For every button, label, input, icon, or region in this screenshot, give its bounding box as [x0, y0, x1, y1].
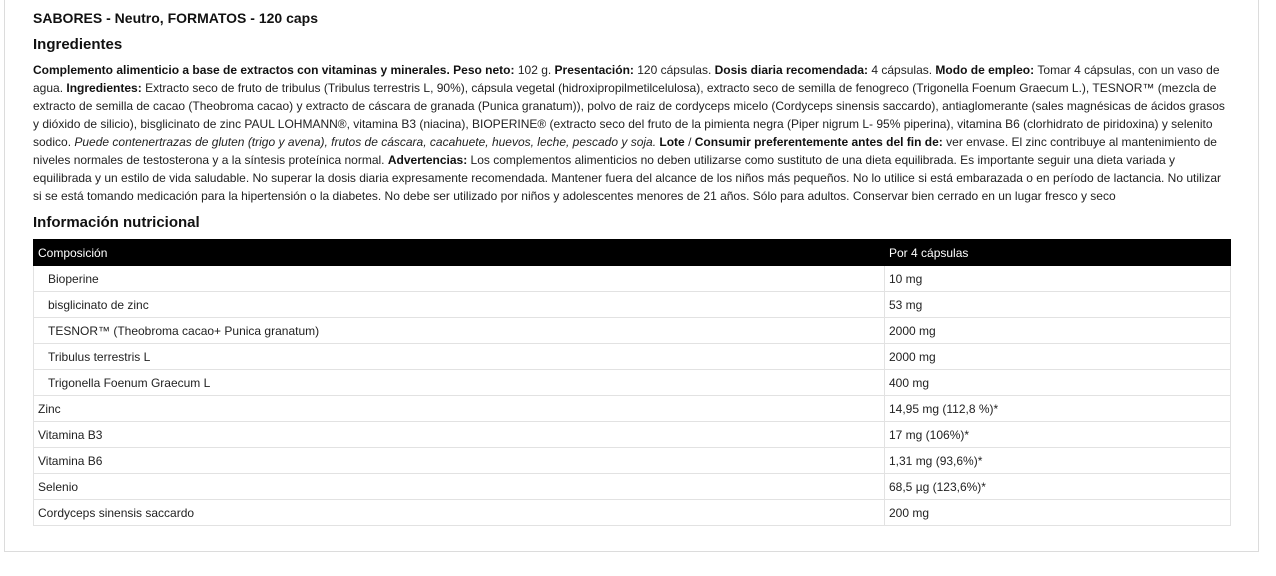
- nutrient-name: Cordyceps sinensis saccardo: [34, 500, 885, 526]
- ingredients-segment: Consumir preferentemente antes del fin de:: [694, 135, 947, 149]
- nutrient-amount: 53 mg: [885, 292, 1231, 318]
- flavors-formats-line: SABORES - Neutro, FORMATOS - 120 caps: [33, 10, 318, 26]
- ingredients-segment: /: [684, 135, 695, 149]
- ingredients-segment: ver envase. El zinc contribuye al mantenimiento de niveles normales de testosterona y a la síntesis proteínica normal.: [33, 135, 1217, 167]
- table-row: [34, 318, 1231, 344]
- nutrient-name: Zinc: [34, 396, 885, 422]
- table-row: [34, 266, 1231, 292]
- nutrient-amount: 10 mg: [885, 266, 1231, 292]
- ingredients-segment: Lote: [659, 135, 685, 149]
- ingredients-text: [33, 61, 1233, 205]
- table-row: [34, 292, 1231, 318]
- nutrient-amount: 2000 mg: [885, 344, 1231, 370]
- ingredients-segment: 102 g.: [517, 63, 555, 77]
- ingredients-segment: Complemento alimenticio a base de extractos con vitaminas y minerales.: [33, 63, 454, 77]
- ingredients-segment: Advertencias:: [387, 153, 471, 167]
- ingredients-segment: Extracto seco de fruto de tribulus (Tribulus terrestris L, 90%), cápsula vegetal (hidroxipropilmetilcelulosa), extracto seco de semilla de fenogreco (Trigonella Foenum Graecum L.), TESNOR™ (mezcla de extracto de semilla de cacao (Theobroma cacao) y extracto de cáscara de granada (Punica granatum)), polvo de raiz de cordyceps micelo (Cordyceps sinensis saccardo), antiaglomerante (sales magnésicas de ácidos grasos y dióxido de silicio), bisglicinato de zinc PAUL LOHMANN®, vitamina B3 (niacina), BIOPERINE® (extracto seco del fruto de la pimienta negra (Piper nigrum L- 95% piperina), vitamina B6 (clorhidrato de piridoxina) y selenito sodico.: [33, 81, 1225, 149]
- table-row: [34, 500, 1231, 526]
- nutrient-name: Tribulus terrestris L: [34, 344, 885, 370]
- table-row: [34, 344, 1231, 370]
- table-row: [34, 448, 1231, 474]
- table-row: [34, 422, 1231, 448]
- nutrient-name: Vitamina B3: [34, 422, 885, 448]
- nutrient-name: Vitamina B6: [34, 448, 885, 474]
- column-header-composition: Composición: [34, 240, 885, 266]
- nutrient-name: Trigonella Foenum Graecum L: [34, 370, 885, 396]
- nutrition-heading: Información nutricional: [33, 214, 200, 231]
- ingredients-segment: 4 cápsulas.: [871, 63, 936, 77]
- table-row: [34, 396, 1231, 422]
- ingredients-segment: Los complementos alimenticios no deben utilizarse como sustituto de una dieta equilibrada. Es importante seguir una dieta variada y equilibrada y un estilo de vida saludable. No superar la dosis diaria expresamente recomendada. Mantener fuera del alcance de los niños más pequeños. No lo utilice si está embarazada o en período de lactancia. No utilizar si se está tomando medicación para la hipertensión o la diabetes. No debe ser utilizado por niños y adolescentes menores de 21 años. Sólo para adultos. Conservar bien cerrado en un lugar fresco y seco: [33, 153, 1222, 203]
- nutrient-name: Bioperine: [34, 266, 885, 292]
- nutrient-amount: 14,95 mg (112,8 %)*: [885, 396, 1231, 422]
- table-row: [34, 474, 1231, 500]
- nutrient-amount: 2000 mg: [885, 318, 1231, 344]
- table-row: [34, 370, 1231, 396]
- nutrient-amount: 17 mg (106%)*: [885, 422, 1231, 448]
- nutrition-table-body: [34, 266, 1231, 526]
- column-header-per-4-capsules: Por 4 cápsulas: [885, 240, 1231, 266]
- ingredients-segment: Tomar 4 cápsulas, con un vaso de agua.: [33, 63, 1220, 95]
- ingredients-segment: Peso neto:: [453, 63, 518, 77]
- nutrient-amount: 68,5 µg (123,6%)*: [885, 474, 1231, 500]
- ingredients-segment: Modo de empleo:: [935, 63, 1038, 77]
- nutrition-table: [33, 239, 1231, 526]
- product-details-content: [33, 0, 1233, 526]
- ingredients-segment: Ingredientes:: [66, 81, 146, 95]
- nutrient-amount: 200 mg: [885, 500, 1231, 526]
- ingredients-segment: Puede contenertrazas de gluten (trigo y avena), frutos de cáscara, cacahuete, huevos, leche, pescado y soja.: [74, 135, 660, 149]
- nutrient-name: bisglicinato de zinc: [34, 292, 885, 318]
- nutrient-amount: 1,31 mg (93,6%)*: [885, 448, 1231, 474]
- nutrient-name: TESNOR™ (Theobroma cacao+ Punica granatum): [34, 318, 885, 344]
- ingredients-heading: Ingredientes: [33, 36, 123, 53]
- nutrient-amount: 400 mg: [885, 370, 1231, 396]
- nutrient-name: Selenio: [34, 474, 885, 500]
- ingredients-segment: Presentación:: [554, 63, 638, 77]
- ingredients-segment: Dosis diaria recomendada:: [714, 63, 872, 77]
- ingredients-segment: 120 cápsulas.: [637, 63, 715, 77]
- product-details-panel: [4, 0, 1259, 552]
- nutrition-table-header: [34, 240, 1231, 266]
